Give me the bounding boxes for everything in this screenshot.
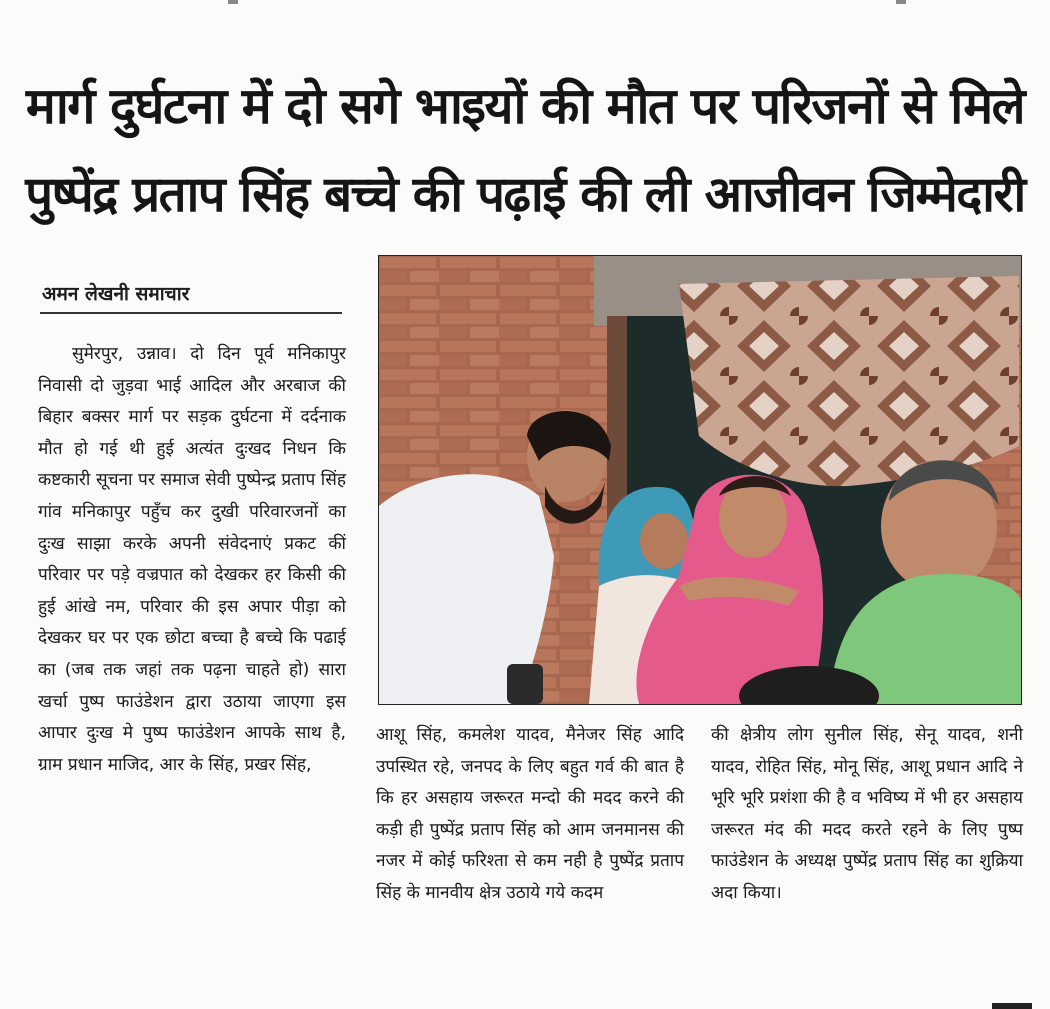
news-photo [378,255,1022,705]
article-column-2: आशू सिंह, कमलेश यादव, मैनेजर सिंह आदि उपस्थित रहे, जनपद के लिए बहुत गर्व की बात है कि हर असहाय जरूरत मन्दो की मदद करने की कड़ी ही पुष्पेंद्र प्रताप सिंह को आम जनमानस की नजर में कोई फरिश्ता से कम नही है पुष्पेंद्र प्रताप सिंह के मानवीय क्षेत्र उठाये गये कदम [376,725,684,903]
headline-line-1: मार्ग दुर्घटना में दो सगे भाइयों की मौत पर परिजनों से मिले [25,77,1025,135]
byline-divider [40,312,342,314]
headline-line-2: पुष्पेंद्र प्रताप सिंह बच्चे की पढ़ाई की ली आजीवन जिम्मेदारी [25,166,1025,223]
article-column-1: सुमेरपुर, उन्नाव। दो दिन पूर्व मनिकापुर निवासी दो जुड़वा भाई आदिल और अरबाज की बिहार बक्सर मार्ग पर सड़क दुर्घटना में दर्दनाक मौत हो गई थी हुई अत्यंत दुःखद निधन कि कष्टकारी सूचना पर समाज सेवी पुष्पेन्द्र प्रताप सिंह गांव मनिकापुर पहुँच कर दुखी परिवारजनों का दुःख साझा करके अपनी संवेदनाएं प्रकट कीं परिवार पर पड़े वज्रपात को देखकर हर किसी की हुई आंखे नम, परिवार की इस अपार पीड़ा को देखकर घर पर एक छोटा बच्चा है बच्चे कि पढाई का (जब तक जहां तक पढ़ना चाहते हो) सारा खर्चा पुष्प फाउंडेशन द्वारा उठाया जाएगा इस आपार दुःख मे पुष्प फाउंडेशन आपके साथ है, ग्राम प्रधान माजिद, आर के सिंह, प्रखर सिंह, [38,344,346,775]
page-corner-mark [992,1003,1032,1009]
curtain [679,276,1019,486]
byline: अमन लेखनी समाचार [42,283,190,305]
print-mark [228,0,238,4]
print-mark [896,0,906,4]
article-column-3: की क्षेत्रीय लोग सुनील सिंह, सेनू यादव, शनी यादव, रोहित सिंह, मोनू सिंह, आशू प्रधान आदि ने भूरि भूरि प्रशंशा की है व भविष्य में भी हर असहाय जरूरत मंद की मदद करते रहने के लिए पुष्प फाउंडेशन के अध्यक्ष पुष्पेंद्र प्रताप सिंह का शुक्रिया अदा किया। [711,725,1023,903]
